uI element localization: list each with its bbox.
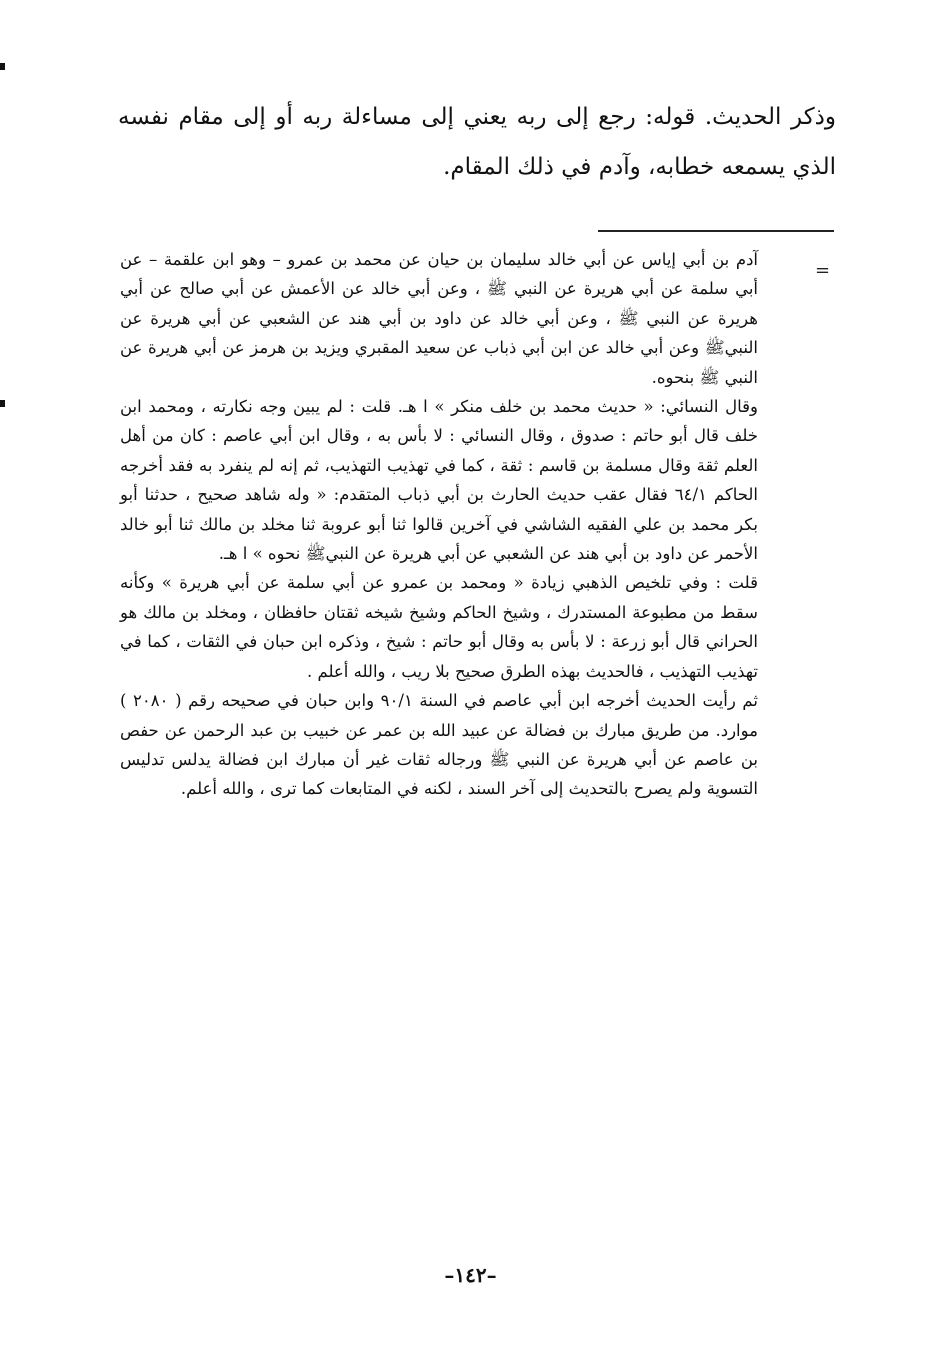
footnote-paragraph: وقال النسائي: « حديث محمد بن خلف منكر » ا هـ. قلت : لم يبين وجه نكارته ، ومحمد ابن خلف قال أبو حاتم : صدوق ، وقال النسائي : لا بأس به ، وقال ابن أبي عاصم : كان من أهل العلم ثقة وقال مسلمة بن قاسم : ثقة ، كما في تهذيب التهذيب، ثم إنه لم ينفرد به فقد أخرجه الحاكم ٦٤/١ فقال عقب حديث الحارث بن أبي ذباب المتقدم: « وله شاهد صحيح ، حدثنا أبو بكر محمد بن علي الفقيه الشاشي في آخرين قالوا ثنا أبو عروبة ثنا مخلد بن مالك ثنا أبو خالد الأحمر عن داود بن أبي هند عن الشعبي عن أبي هريرة عن النبيﷺ نحوه » ا هـ. <box>120 397 758 564</box>
scan-edge-mark <box>0 400 5 407</box>
footnote-paragraph: قلت : وفي تلخيص الذهبي زيادة « ومحمد بن عمرو عن أبي سلمة عن أبي هريرة » وكأنه سقط من مطبوعة المستدرك ، وشيخ الحاكم وشيخ شيخه ثقتان حافظان ، ومخلد بن مالك هو الحراني قال أبو زرعة : لا بأس به وقال أبو حاتم : شيخ ، وذكره ابن حبان في الثقات ، كما في تهذيب التهذيب ، فالحديث بهذه الطرق صحيح بلا ريب ، والله أعلم . <box>120 573 758 681</box>
footnotes <box>120 245 758 804</box>
main-text: وذكر الحديث. قوله: رجع إلى ربه يعني إلى مساءلة ربه أو إلى مقام نفسه الذي يسمعه خطابه، وآدم في ذلك المقام. <box>118 104 836 180</box>
footnote-separator <box>598 230 834 232</box>
page-number: –١٤٢– <box>444 1263 497 1287</box>
scan-edge-mark <box>0 63 5 70</box>
footnote-paragraph: ثم رأيت الحديث أخرجه ابن أبي عاصم في السنة ٩٠/١ وابن حبان في صحيحه رقم ( ٢٠٨٠ ) موارد. من طريق مبارك بن فضالة عن عبيد الله بن عمر عن خبيب بن عبد الرحمن عن حفص بن عاصم عن أبي هريرة عن النبي ﷺ ورجاله ثقات غير أن مبارك ابن فضالة يدلس تدليس التسوية ولم يصرح بالتحديث إلى آخر السند ، لكنه في المتابعات كما ترى ، والله أعلم. <box>120 691 758 799</box>
footnote-continuation-mark: = <box>815 260 831 281</box>
footnote-paragraph: آدم بن أبي إياس عن أبي خالد سليمان بن حيان عن محمد بن عمرو – وهو ابن علقمة – عن أبي سلمة عن أبي هريرة عن النبي ﷺ ، وعن أبي خالد عن الأعمش عن أبي صالح عن أبي هريرة عن النبي ﷺ ، وعن أبي خالد عن داود بن أبي هند عن الشعبي عن أبي هريرة عن النبيﷺ وعن أبي خالد عن ابن أبي ذباب عن سعيد المقبري ويزيد بن هرمز عن أبي هريرة عن النبي ﷺ بنحوه. <box>120 250 758 387</box>
